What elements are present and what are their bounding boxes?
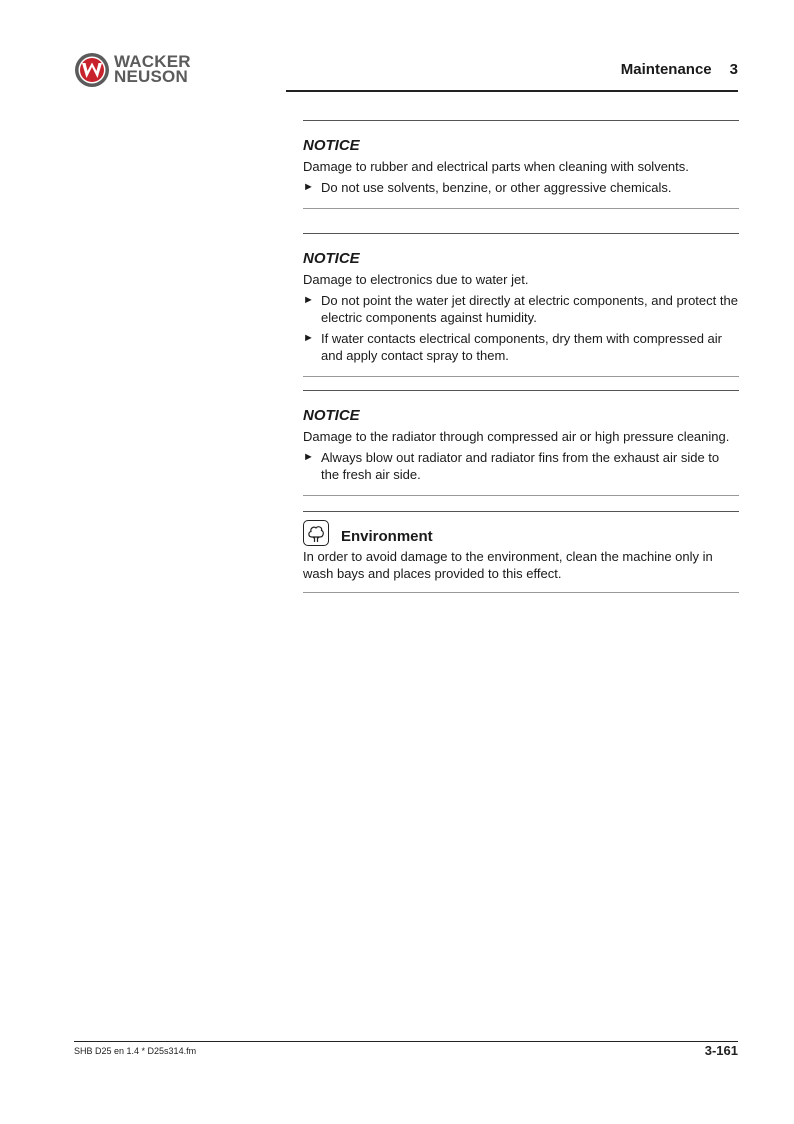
notice-bottom-rule — [303, 495, 739, 496]
header-divider — [286, 90, 738, 92]
environment-text: In order to avoid damage to the environment, clean the machine only in wash bays and places provided to this effect. — [303, 549, 713, 581]
notice-bullet-text: Do not use solvents, benzine, or other aggressive chemicals. — [321, 180, 672, 195]
logo-line-1: WACKER — [114, 52, 191, 71]
environment-header — [303, 520, 739, 546]
notice-bottom-rule — [303, 376, 739, 377]
page-header-title — [621, 61, 738, 78]
environment-block — [303, 511, 739, 593]
notice-title: NOTICE — [303, 137, 360, 154]
notice-bullet — [303, 292, 739, 326]
notice-bullet-text: Do not point the water jet directly at electric components, and protect the electric components against humidity. — [321, 293, 738, 325]
notice-block-2 — [303, 233, 739, 377]
environment-top-rule — [303, 511, 739, 512]
notice-bullet — [303, 179, 739, 196]
arrow-right-icon: ► — [303, 181, 314, 193]
arrow-right-icon: ► — [303, 332, 314, 344]
section-title: Maintenance — [620, 61, 712, 78]
page-number: 3-161 — [704, 1043, 738, 1058]
wacker-neuson-logo — [74, 52, 224, 88]
notice-description: Damage to the radiator through compressed air or high pressure cleaning. — [303, 429, 730, 444]
tree-icon — [303, 520, 329, 546]
environment-bottom-rule — [303, 592, 739, 593]
logo-line-2: NEUSON — [114, 67, 188, 86]
notice-top-rule — [303, 120, 739, 121]
notice-block-3 — [303, 390, 739, 496]
notice-bullet-text: If water contacts electrical components, dry them with compressed air and apply contact spray to them. — [321, 331, 722, 363]
notice-top-rule — [303, 390, 739, 391]
notice-title: NOTICE — [303, 407, 360, 424]
footer-divider — [74, 1041, 738, 1042]
environment-title: Environment — [341, 528, 433, 545]
chapter-number: 3 — [729, 61, 738, 78]
notice-bullet — [303, 449, 739, 483]
notice-block-1 — [303, 120, 739, 209]
arrow-right-icon: ► — [303, 451, 314, 463]
notice-title: NOTICE — [303, 250, 360, 267]
notice-bottom-rule — [303, 208, 739, 209]
notice-bullet — [303, 330, 739, 364]
notice-description: Damage to electronics due to water jet. — [303, 272, 529, 287]
notice-description: Damage to rubber and electrical parts when cleaning with solvents. — [303, 159, 689, 174]
footer-doc-ref: SHB D25 en 1.4 * D25s314.fm — [74, 1046, 197, 1056]
notice-bullet-text: Always blow out radiator and radiator fins from the exhaust air side to the fresh air side. — [321, 450, 720, 482]
logo-wordmark — [114, 54, 191, 84]
arrow-right-icon: ► — [303, 294, 314, 306]
logo-mark-icon — [74, 52, 110, 88]
notice-top-rule — [303, 233, 739, 234]
